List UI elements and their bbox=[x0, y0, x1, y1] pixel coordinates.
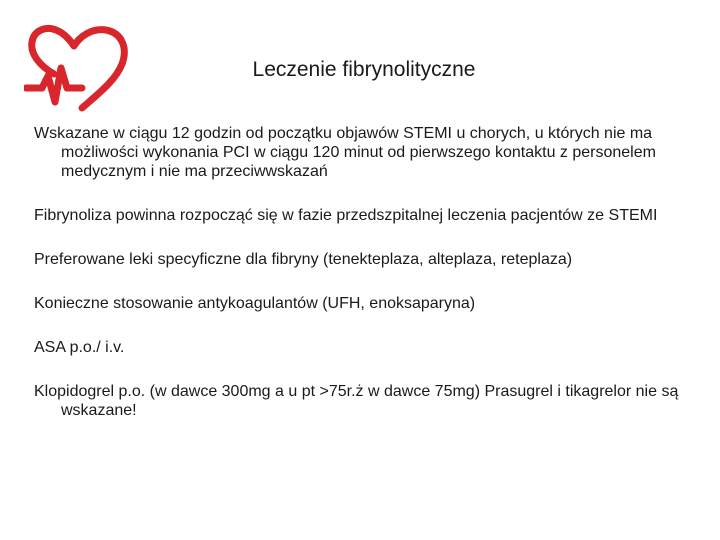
paragraph-prehospital: Fibrynoliza powinna rozpocząć się w fazie przedszpitalnej leczenia pacjentów ze STEMI bbox=[34, 207, 658, 224]
slide-title: Leczenie fibrynolityczne bbox=[252, 58, 476, 81]
slide-body bbox=[34, 124, 694, 445]
paragraph-clopidogrel: Klopidogrel p.o. (w dawce 300mg a u pt >75r.ż w dawce 75mg) Prasugrel i tikagrelor nie są wskazane! bbox=[34, 383, 679, 419]
paragraph-preferred-drugs: Preferowane leki specyficzne dla fibryny (tenekteplaza, alteplaza, reteplaza) bbox=[34, 251, 573, 268]
paragraph-anticoagulants: Konieczne stosowanie antykoagulantów (UFH, enoksaparyna) bbox=[34, 295, 476, 312]
paragraph-indication: Wskazane w ciągu 12 godzin od początku objawów STEMI u chorych, u których nie ma możliwości wykonania PCI w ciągu 120 minut od pierwszego kontaktu z personelem medycznym i nie ma przeciwwskazań bbox=[34, 125, 656, 180]
paragraph-asa: ASA p.o./ i.v. bbox=[34, 339, 125, 356]
